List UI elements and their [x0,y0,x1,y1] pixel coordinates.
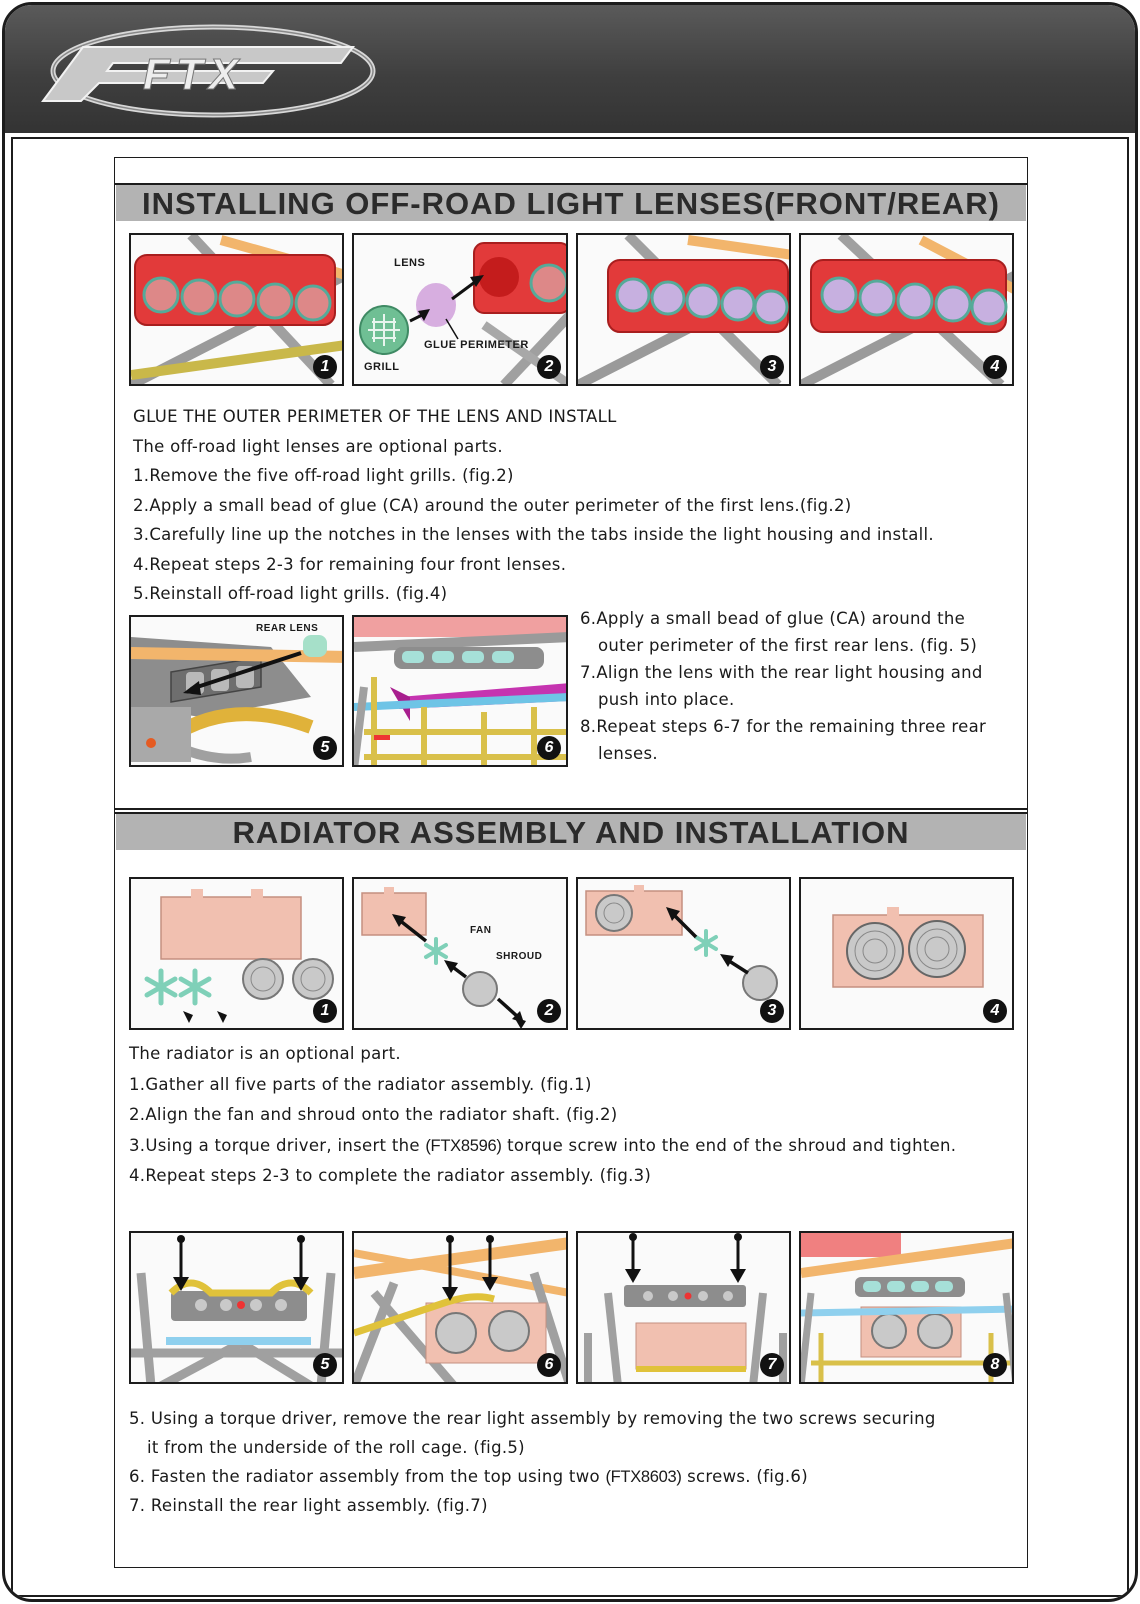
figure-number-badge: 1 [313,355,337,379]
figure-number-badge: 6 [537,736,561,760]
install-step [129,1462,936,1491]
figure-number-badge: 2 [537,999,561,1023]
figure-number-badge: 5 [313,736,337,760]
radiator-step: 1.Gather all five parts of the radiator assembly. (fig.1) [129,1074,592,1094]
radiator-figure-4 [799,877,1014,1030]
callout-lens: LENS [394,257,426,269]
header-band [5,5,1135,133]
radiator-section-title: RADIATOR ASSEMBLY AND INSTALLATION [116,814,1026,850]
lens-figure-5 [129,615,344,767]
rear-lens-step: 7.Align the lens with the rear light housing and [580,663,983,682]
figure-number-badge: 8 [983,1353,1007,1377]
install-step-6-text: 6. Fasten the radiator assembly from the top using two [129,1467,606,1486]
callout-grill: GRILL [364,361,400,373]
radiator-figure-5 [129,1231,344,1384]
lens-figure-1-drawing [131,235,344,386]
lens-step: 5.Reinstall off-road light grills. (fig.4) [133,584,448,603]
lens-figure-2 [352,233,568,386]
radiator-figure-4-drawing [801,879,1014,1030]
radiator-figure-8-drawing [801,1233,1014,1384]
lens-figure-6 [352,615,568,767]
lens-figure-3-drawing [578,235,791,386]
rear-lens-step: lenses. [598,744,658,763]
radiator-step-3-text: 3.Using a torque driver, insert the [129,1135,426,1155]
install-step-6-text-end: screws. (fig.6) [681,1467,808,1486]
callout-shroud: SHROUD [496,951,543,962]
radiator-figure-2 [352,877,568,1030]
radiator-install-instructions [129,1404,936,1520]
radiator-figure-8 [799,1231,1014,1384]
radiator-figure-5-drawing [131,1233,344,1384]
part-number-ftx8596: (FTX8596) [425,1136,502,1155]
lens-step: 3.Carefully line up the notches in the lenses with the tabs inside the light housing and install. [133,525,934,544]
figure-number-badge: 6 [537,1353,561,1377]
figure-number-badge: 2 [537,355,561,379]
logo-text: FTX [143,50,245,99]
lens-instructions [133,402,934,609]
figure-number-badge: 1 [313,999,337,1023]
lens-figure-4-drawing [801,235,1014,386]
figure-number-badge: 5 [313,1353,337,1377]
lens-figure-6-drawing [354,617,568,767]
figure-number-badge: 3 [760,355,784,379]
rear-lens-step: push into place. [598,690,735,709]
lens-figure-3 [576,233,791,386]
lens-figure-4 [799,233,1014,386]
lens-figure-1 [129,233,344,386]
figure-number-badge: 4 [983,355,1007,379]
radiator-figure-7-drawing [578,1233,791,1384]
rear-lens-step: 8.Repeat steps 6-7 for the remaining three rear [580,717,987,736]
lens-section-title: INSTALLING OFF-ROAD LIGHT LENSES(FRONT/REAR) [116,185,1026,221]
radiator-figure-1 [129,877,344,1030]
figure-number-badge: 4 [983,999,1007,1023]
lens-step: 1.Remove the five off-road light grills. (fig.2) [133,466,514,485]
lens-figure-5-drawing [131,617,344,767]
rear-lens-step: 6.Apply a small bead of glue (CA) around the [580,609,966,628]
figure-number-badge: 3 [760,999,784,1023]
radiator-instructions [129,1039,956,1192]
radiator-figure-7 [576,1231,791,1384]
rear-lens-step: outer perimeter of the first rear lens. (fig. 5) [598,636,978,655]
callout-glue-perimeter: GLUE PERIMETER [424,339,529,351]
ftx-logo [23,19,383,119]
install-step: it from the underside of the roll cage. (fig.5) [147,1438,525,1457]
figure-number-badge: 7 [760,1353,784,1377]
rule-middle [114,808,1028,810]
lens-step: 4.Repeat steps 2-3 for remaining four front lenses. [133,554,567,574]
install-step: 7. Reinstall the rear light assembly. (fig.7) [129,1496,488,1515]
radiator-figure-1-drawing [131,879,344,1030]
radiator-figure-3 [576,877,791,1030]
radiator-figure-3-drawing [578,879,791,1030]
radiator-step [129,1131,956,1162]
rear-lens-instructions [580,605,986,767]
radiator-step: 4.Repeat steps 2-3 to complete the radiator assembly. (fig.3) [129,1166,652,1185]
callout-rear-lens: REAR LENS [256,623,319,634]
radiator-intro: The radiator is an optional part. [129,1044,401,1063]
callout-fan: FAN [470,925,492,936]
radiator-figure-6-drawing [354,1233,568,1384]
radiator-step-3-text-end: torque screw into the end of the shroud and tighten. [501,1135,957,1155]
part-number-ftx8603: (FTX8603) [605,1468,682,1486]
lens-heading: GLUE THE OUTER PERIMETER OF THE LENS AND INSTALL [133,407,617,426]
radiator-step: 2.Align the fan and shroud onto the radiator shaft. (fig.2) [129,1105,618,1124]
lens-step: 2.Apply a small bead of glue (CA) around the outer perimeter of the first lens.(fig.2) [133,495,852,515]
install-step: 5. Using a torque driver, remove the rear light assembly by removing the two screws securing [129,1409,936,1428]
radiator-figure-6 [352,1231,568,1384]
lens-intro: The off-road light lenses are optional parts. [133,436,503,456]
